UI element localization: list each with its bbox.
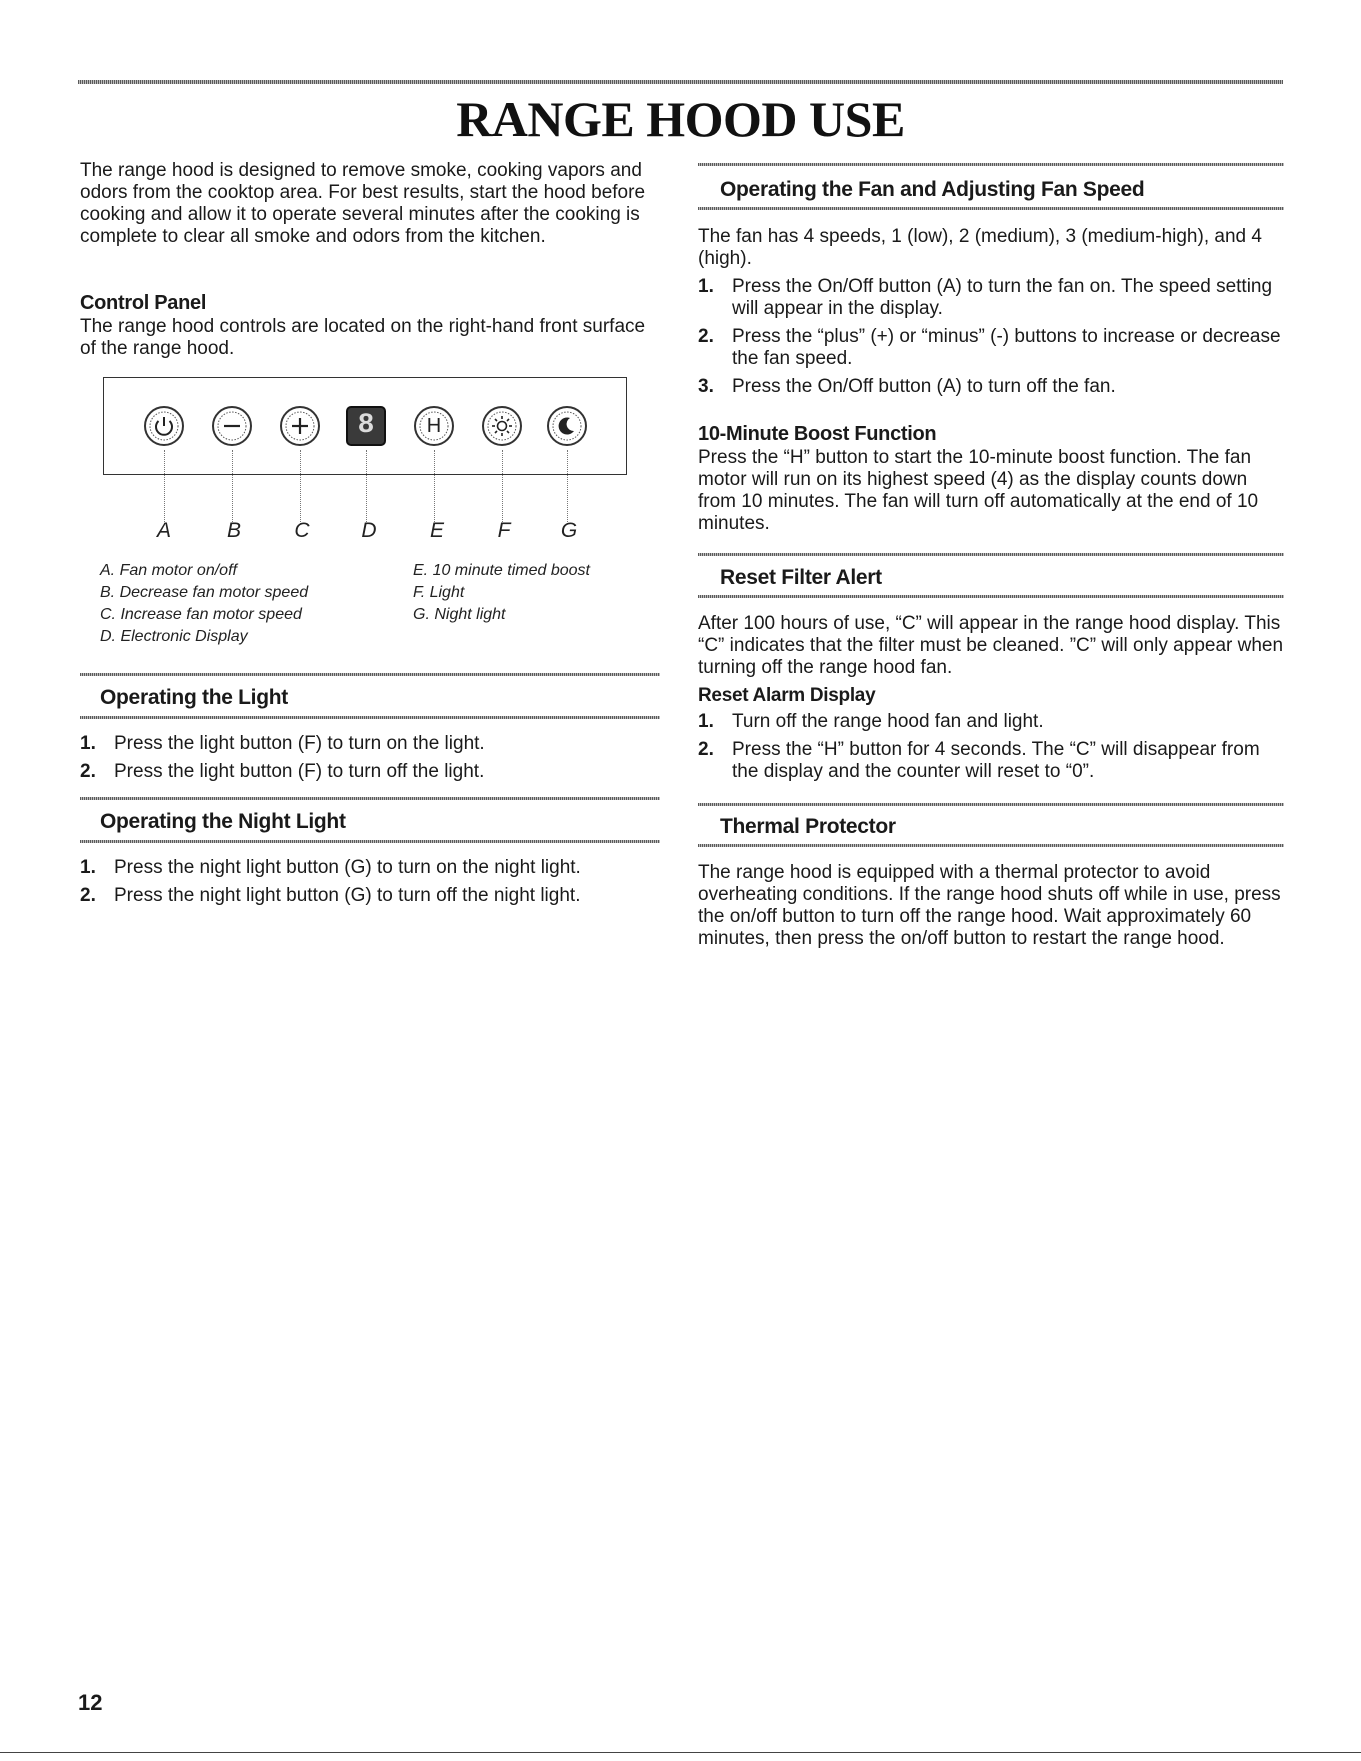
section-rule [80,797,660,800]
fan-speed-heading: Operating the Fan and Adjusting Fan Speed [720,178,1145,201]
filter-alert-section [698,613,1284,789]
legend-item: C. Increase fan motor speed [100,606,302,623]
step-text: Press the night light button (G) to turn off the night light. [114,885,581,906]
list-item: 2. Press the night light button (G) to turn off the night light. [80,885,581,906]
list-item: 2. Press the “plus” (+) or “minus” (-) buttons to increase or decrease the fan speed. [698,326,1281,369]
control-panel-heading: Control Panel [80,292,207,314]
legend-item: D. Electronic Display [100,628,248,645]
fan-speed-text: The fan has 4 speeds, 1 (low), 2 (medium), 3 (medium-high), and 4 (high). [698,226,1262,269]
thermal-text: The range hood is equipped with a thermal protector to avoid overheating conditions. If the range hood shuts off while in use, press the on/off button to turn off the range hood. Wait approximately 60 minutes, then press the on/off button to restart the range hood. [698,862,1281,949]
step-text: Press the light button (F) to turn off the light. [114,761,485,782]
fan-speed-section [698,226,1284,404]
step-text: Turn off the range hood fan and light. [732,711,1044,732]
electronic-display [346,406,386,446]
intro-paragraph [80,160,660,248]
list-item: 2. Press the light button (F) to turn off the light. [80,761,485,782]
operating-night-light-steps [80,857,660,913]
section-rule [698,207,1284,210]
boost-h-button-icon [413,405,455,447]
list-item: 3. Press the On/Off button (A) to turn off the fan. [698,376,1116,397]
section-rule [80,673,660,676]
leader-line-f [502,450,503,524]
bottom-rule [0,1752,1361,1753]
boost-heading: 10-Minute Boost Function [698,423,937,445]
step-text: Press the night light button (G) to turn on the night light. [114,857,581,878]
leader-line-g [567,450,568,524]
legend-item: A. Fan motor on/off [100,562,237,579]
boost-section [698,423,1284,535]
step-text: Press the On/Off button (A) to turn off the fan. [732,376,1116,397]
label-b: B [226,519,241,542]
leader-line-d [366,450,367,524]
list-item: 1. Press the On/Off button (A) to turn the fan on. The speed setting will appear in the display. [698,276,1273,319]
label-g: G [560,519,578,542]
operating-night-light-heading: Operating the Night Light [100,810,346,833]
legend-left [100,560,400,648]
boost-text: Press the “H” button to start the 10-minute boost function. The fan motor will run on its highest speed (4) as the display counts down from 10 minutes. The fan will turn off automatically at the end of 10 minutes. [698,447,1259,534]
filter-alert-heading: Reset Filter Alert [720,566,882,589]
section-rule [698,553,1284,556]
section-rule [80,840,660,843]
night-light-icon [546,405,588,447]
label-d: D [361,519,377,542]
legend-item: G. Night light [413,606,506,623]
control-panel-text: The range hood controls are located on the right-hand front surface of the range hood. [80,316,646,359]
reset-alarm-heading: Reset Alarm Display [698,685,876,706]
thermal-heading: Thermal Protector [720,815,896,838]
section-rule [698,163,1284,166]
list-item: 1. Press the night light button (G) to turn on the night light. [80,857,581,878]
list-item: 1. Turn off the range hood fan and light. [698,711,1044,732]
operating-light-steps [80,733,660,789]
step-text: Press the On/Off button (A) to turn the fan on. The speed setting will appear in the display. [732,276,1273,319]
top-rule [78,80,1283,84]
legend-item: B. Decrease fan motor speed [100,584,309,601]
page-title: RANGE HOOD USE [456,91,905,147]
step-text: Press the light button (F) to turn on the light. [114,733,485,754]
thermal-section [698,862,1284,950]
section-rule [80,716,660,719]
step-text: Press the “H” button for 4 seconds. The “C” will disappear from the display and the counter will reset to “0”. [732,739,1260,782]
page-number: 12 [78,1690,103,1715]
filter-alert-text: After 100 hours of use, “C” will appear in the range hood display. This “C” indicates that the filter must be cleaned. ”C” will only appear when turning off the range hood fan. [698,613,1284,678]
control-panel-section [80,292,660,360]
plus-icon [279,405,321,447]
leader-line-a [164,450,165,524]
label-a: A [156,519,171,542]
label-f: F [497,519,511,542]
legend-item: E. 10 minute timed boost [413,562,590,579]
label-c: C [294,519,310,542]
light-icon [481,405,523,447]
list-item: 2. Press the “H” button for 4 seconds. The “C” will disappear from the display and the counter will reset to “0”. [698,739,1260,782]
intro-text: The range hood is designed to remove smoke, cooking vapors and odors from the cooktop area. For best results, start the hood before cooking and allow it to operate several minutes after the cooking is complete to clear all smoke and odors from the kitchen. [80,160,646,247]
h-glyph: H [426,415,442,437]
minus-icon [211,405,253,447]
legend-right [413,560,673,626]
leader-line-c [300,450,301,524]
legend-item: F. Light [413,584,465,601]
leader-line-e [434,450,435,524]
leader-line-b [232,450,233,524]
section-rule [698,844,1284,847]
power-icon [143,405,185,447]
step-text: Press the “plus” (+) or “minus” (-) buttons to increase or decrease the fan speed. [732,326,1281,369]
label-e: E [429,519,444,542]
display-digit: 8 [357,410,375,441]
list-item: 1. Press the light button (F) to turn on the light. [80,733,485,754]
section-rule [698,595,1284,598]
operating-light-heading: Operating the Light [100,686,288,709]
section-rule [698,803,1284,806]
